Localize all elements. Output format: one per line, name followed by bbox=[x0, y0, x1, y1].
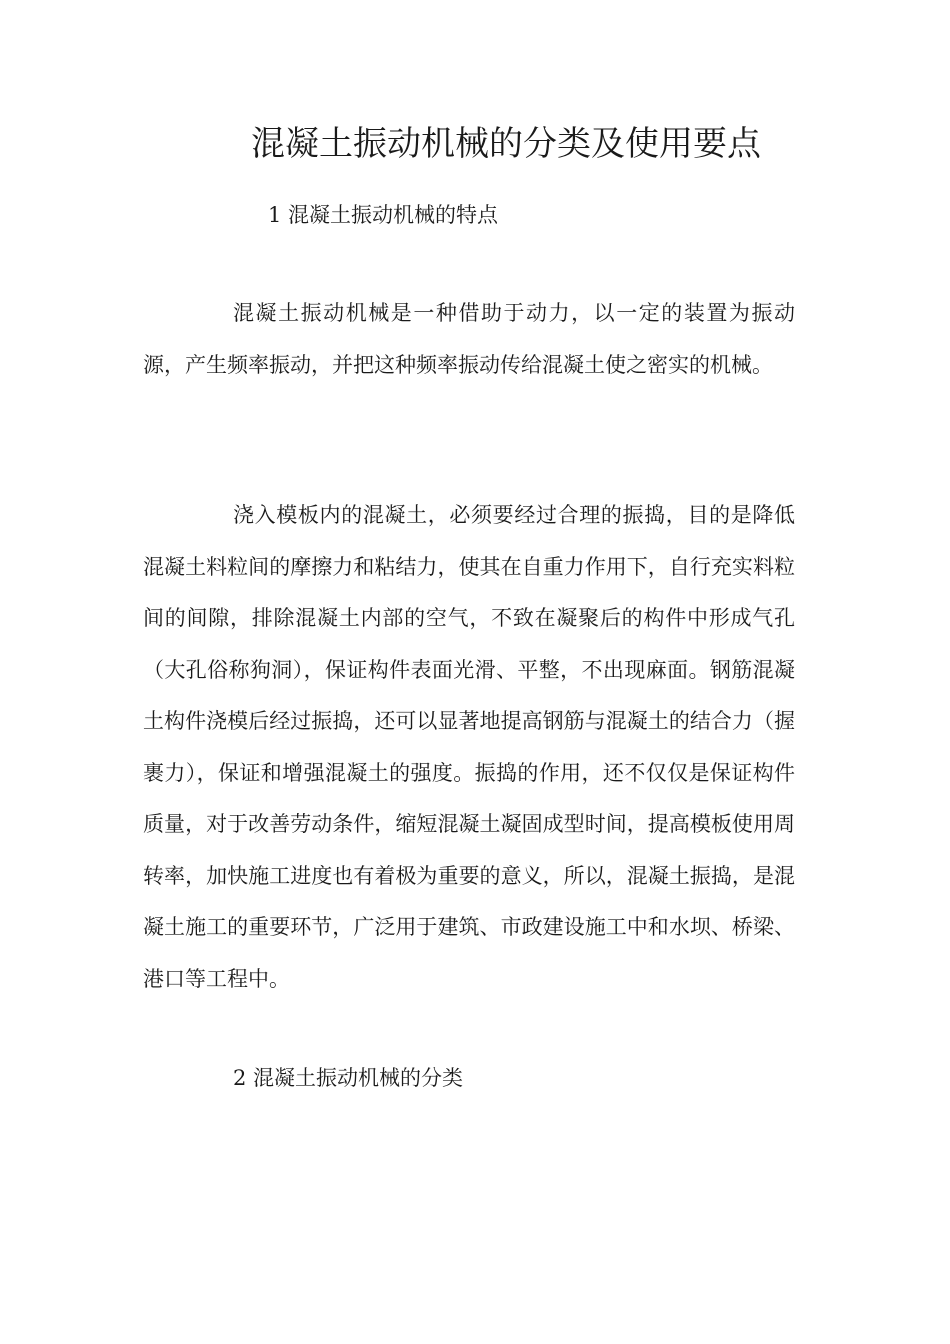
document-title: 混凝土振动机械的分类及使用要点 bbox=[251, 124, 761, 164]
paragraph-definition: 混凝土振动机械是一种借助于动力，以一定的装置为振动源，产生频率振动，并把这种频率振动传给混凝土使之密实的机械。 bbox=[143, 301, 795, 377]
section-heading-1: 1 混凝土振动机械的特点 bbox=[268, 203, 499, 227]
section-heading-2: 2 混凝土振动机械的分类 bbox=[233, 1066, 464, 1090]
paragraph-purpose: 浇入模板内的混凝土，必须要经过合理的振捣，目的是降低混凝土料粒间的摩擦力和粘结力，使其在自重力作用下，自行充实料粒间的间隙，排除混凝土内部的空气，不致在凝聚后的构件中形成气孔（大孔俗称狗洞），保证构件表面光滑、平整，不出现麻面。钢筋混凝土构件浇模后经过振捣，还可以显著地提高钢筋与混凝土的结合力（握裹力），保证和增强混凝土的强度。振捣的作用，还不仅仅是保证构件质量，对于改善劳动条件，缩短混凝土凝固成型时间，提高模板使用周转率，加快施工进度也有着极为重要的意义，所以，混凝土振捣，是混凝土施工的重要环节，广泛用于建筑、市政建设施工中和水坝、桥梁、港口等工程中。 bbox=[143, 503, 795, 991]
